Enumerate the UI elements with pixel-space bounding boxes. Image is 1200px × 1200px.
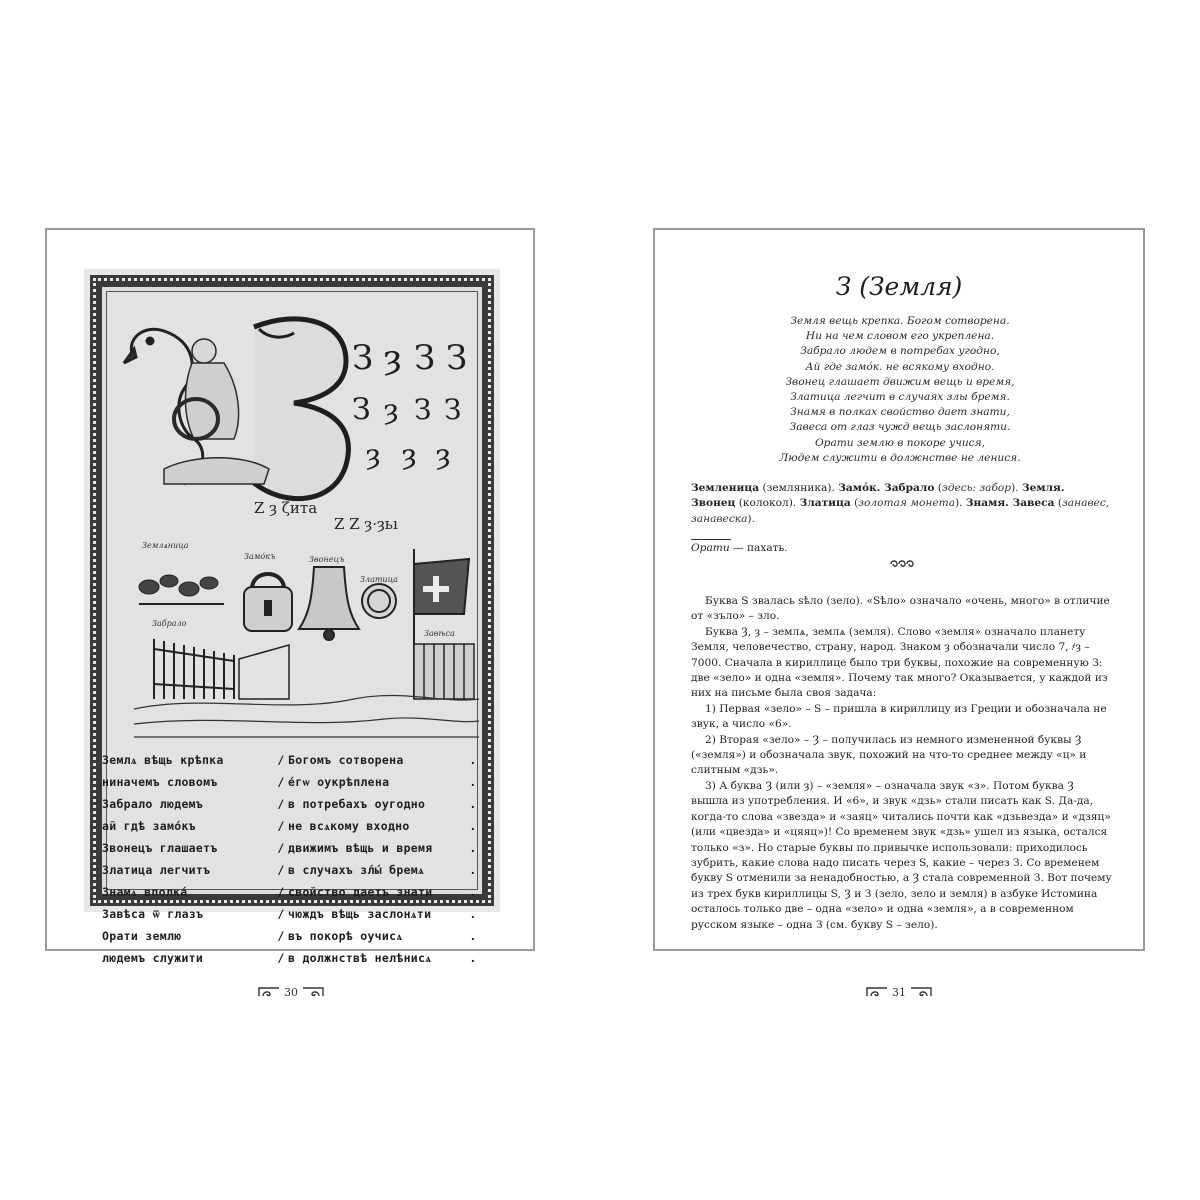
verse-row: ниначемъ словомъ / е́гѡ оукрѣплена . bbox=[102, 775, 477, 789]
folio-ornament-right-icon bbox=[302, 986, 324, 998]
verse-row: Знамѧ вполка́ / свойство даетъ знати . bbox=[102, 885, 477, 899]
gold-coin-illustration bbox=[362, 584, 396, 618]
verse-right: въ покорѣ оучисѧ bbox=[288, 929, 403, 943]
svg-text:ȝ: ȝ bbox=[436, 438, 451, 471]
verse-right: Богомъ сотворена bbox=[288, 753, 404, 767]
verse-row: Землѧ вѣщь крѣпка / Богомъ сотворена . bbox=[102, 753, 477, 767]
ornament-divider-icon bbox=[889, 558, 915, 570]
verse-right: движимъ вѣщь и время bbox=[288, 841, 433, 855]
poem-line: Ай где замо́к. не всякому входно. bbox=[805, 360, 995, 373]
verse-left: Завѣса ѿ глазъ bbox=[102, 907, 204, 921]
alphabet-engraving bbox=[84, 269, 500, 965]
verse-row: Орати землю / въ покорѣ оучисѧ . bbox=[102, 929, 477, 943]
poem-line: Завеса от глаз чужд вещь заслоняти. bbox=[789, 421, 1011, 434]
label-zvonets: Звонецъ bbox=[309, 555, 345, 564]
z-caption-left: Ζ ȝ ζита bbox=[254, 499, 318, 517]
verse-left: Орати землю bbox=[102, 929, 182, 943]
poem-line: Земля вещь крепка. Богом сотворена. bbox=[790, 315, 1010, 327]
verse-left: людемъ служити bbox=[102, 951, 204, 965]
verse-right: в должнствѣ нелѣнисѧ bbox=[288, 951, 432, 965]
verse-left: Забрало людемъ bbox=[102, 797, 204, 811]
poem-line: Звонец глашает движим вещь и время, bbox=[785, 375, 1015, 388]
svg-text:З: З bbox=[352, 338, 374, 378]
verse-row: ай гдѣ замо́къ / не всѧкому входно . bbox=[102, 819, 477, 833]
svg-text:З: З bbox=[446, 338, 468, 378]
label-zavesa: Завѣса bbox=[424, 629, 455, 638]
gloss-term: Земля. Звонец bbox=[691, 482, 1065, 510]
padlock-illustration bbox=[244, 574, 292, 631]
bell-illustration bbox=[299, 567, 359, 640]
svg-text:З: З bbox=[414, 393, 432, 426]
gloss-paren: ( bbox=[934, 482, 942, 494]
gloss-term: Замо́к. Забрало bbox=[838, 482, 935, 494]
paragraph: 3) А буква Ȝ (или ȝ) – «земля» – означала звук «з». Потом буква Ȝ вышла из употребления. И «6», и звук «дзь» стали писать как S. Да-да, когда-то слова «звезда» и «заяц» читались почти как «дзьвезда» и «дзяц» (или «цвезда» и «цяяц»)! Со временем звук «дзь» ушел из языка, остался только «з». Но старые буквы по привычке использовали: приходилось зубрить, какие слова надо писать через S, какие – через З. Со временем букву S отменили за ненадобностью, а Ȝ стала современной З. Вот почему из трех букв кириллицы S, Ȝ и З (зело, зело и земля) в азбуке Истомина осталось только две – одна «зело» и одна «земля», а в современном русском языке – одна З (см. букву S – зело). bbox=[691, 779, 1112, 931]
label-zlatitsa: Златица bbox=[360, 575, 398, 584]
verse-left: Знамѧ вполка́ bbox=[102, 885, 188, 899]
poem-line: Знамя в полках свойство дает знати, bbox=[790, 406, 1010, 419]
letter-variants bbox=[352, 338, 467, 471]
svg-text:З: З bbox=[414, 338, 436, 378]
gloss-paren: ). bbox=[955, 497, 966, 510]
gloss-definition: золотая монета bbox=[858, 497, 956, 510]
fence-illustration bbox=[154, 639, 289, 699]
gloss-paren: ( bbox=[1054, 497, 1062, 510]
engraved-verse bbox=[102, 749, 482, 969]
right-page bbox=[653, 228, 1145, 951]
label-zemlyanitsa: Землѧница bbox=[142, 541, 189, 550]
paragraph: Буква Ȝ, ȝ – землѧ, землѧ (земля). Слово «земля» означало планету Земля, человечество, страну, народ. Знаком ȝ обозначали число 7, ҂ȝ – 7000. Сначала в кириллице было три буквы, похожие на современную З: две «зело» и одна «земля». Почему так много? Оказывается, у каждой из них на письме была своя задача: bbox=[691, 625, 1108, 700]
gloss-definition: (колокол). bbox=[735, 497, 800, 510]
verse-row: Златица легчитъ / в случахъ зл́ы́ бремѧ . bbox=[102, 863, 477, 877]
body-text bbox=[691, 594, 1113, 933]
verse-row: Завѣса ѿ глазъ / чюждъ вѣщь заслонѧти . bbox=[102, 907, 477, 921]
svg-text:ȝ: ȝ bbox=[384, 338, 402, 378]
z-caption-right: Ζ Ζ ȝ·ȝьı bbox=[334, 515, 398, 533]
verse-right: не всѧкому входно bbox=[288, 819, 410, 833]
page-number-right bbox=[866, 984, 932, 1000]
landscape-ground-illustration bbox=[134, 695, 479, 737]
verse-left: ниначемъ словомъ bbox=[102, 775, 218, 789]
poem-line: Забрало людем в потребах угодно, bbox=[800, 345, 1000, 358]
verse-right: в случахъ зл́ы́ бремѧ bbox=[288, 863, 425, 877]
verse-left: Звонецъ глашаетъ bbox=[102, 841, 218, 855]
curtain-illustration bbox=[414, 644, 474, 699]
page-number: 31 bbox=[892, 985, 906, 999]
page-number: 30 bbox=[284, 985, 298, 999]
verse-row: Забрало людемъ / в потребахъ оугодно . bbox=[102, 797, 477, 811]
paragraph: 2) Вторая «зело» – Ȝ – получилась из немного измененной буквы Ȝ («земля») и обозначала звук, похожий на что-то среднее между «ц» и слитным «дзь». bbox=[691, 733, 1087, 777]
verse-right: в потребахъ оугодно bbox=[288, 797, 426, 811]
page-number-left bbox=[258, 984, 324, 1000]
verse-right: чюждъ вѣщь заслонѧти bbox=[288, 907, 432, 921]
verse-left: ай гдѣ замо́къ bbox=[102, 819, 196, 833]
strawberry-plant-illustration bbox=[139, 575, 224, 604]
gloss-definition: занавес, занавеска bbox=[691, 497, 1110, 525]
svg-text:З: З bbox=[444, 393, 462, 426]
folio-ornament-left-icon bbox=[866, 986, 888, 998]
glossary bbox=[691, 481, 1111, 527]
gloss-paren: ). bbox=[747, 512, 755, 525]
verse-row: людемъ служити / в должнствѣ нелѣнисѧ . bbox=[102, 951, 477, 965]
verse-left: Златица легчитъ bbox=[102, 863, 211, 877]
poem bbox=[685, 314, 1115, 466]
verse-left: Землѧ вѣщь крѣпка bbox=[102, 753, 224, 767]
folio-ornament-left-icon bbox=[258, 986, 280, 998]
gloss-paren: ). bbox=[1011, 482, 1022, 494]
svg-text:ȝ: ȝ bbox=[384, 393, 399, 426]
gloss-paren: ( bbox=[850, 497, 859, 510]
label-zamok: Замо́къ bbox=[244, 552, 276, 561]
svg-text:З: З bbox=[352, 392, 371, 427]
poem-line: Орати землю в покоре учися, bbox=[814, 436, 986, 449]
poem-line: Людем служити в должнстве не ленися. bbox=[779, 451, 1021, 464]
gloss-term: Земленица bbox=[691, 482, 760, 494]
page-title: З (Земля) bbox=[835, 272, 963, 301]
gloss-term: Знамя. Завеса bbox=[965, 497, 1055, 510]
footnote-rule bbox=[691, 539, 731, 540]
label-zabralo: Забрало bbox=[152, 619, 187, 628]
gloss-definition: здесь: забор bbox=[941, 482, 1012, 494]
poem-line: Ни на чем словом его укреплена. bbox=[805, 330, 995, 343]
poem-line: Златица легчит в случаях злы бремя. bbox=[790, 391, 1010, 404]
svg-text:ȝ: ȝ bbox=[366, 438, 381, 471]
footnote-term: Орати bbox=[691, 542, 730, 554]
gloss-term: Златица bbox=[799, 497, 851, 510]
verse-right: свойство даетъ знати bbox=[288, 885, 433, 899]
footnote bbox=[691, 542, 788, 554]
left-page bbox=[45, 228, 535, 965]
footnote-text: — пахать. bbox=[729, 542, 788, 554]
gloss-definition: (земляника). bbox=[759, 482, 839, 494]
verse-row: Звонецъ глашаетъ / движимъ вѣщь и время . bbox=[102, 841, 477, 855]
paragraph: 1) Первая «зело» – S – пришла в кириллицу из Греции и обозначала не звук, а число «6». bbox=[691, 702, 1107, 731]
folio-ornament-right-icon bbox=[910, 986, 932, 998]
paragraph: Буква S звалась ѕѣло (зело). «Ѕѣло» означало «очень, много» в отличие от «зъло» – зло. bbox=[691, 595, 1110, 623]
svg-text:ȝ: ȝ bbox=[402, 438, 417, 471]
verse-right: е́гѡ оукрѣплена bbox=[288, 775, 390, 789]
